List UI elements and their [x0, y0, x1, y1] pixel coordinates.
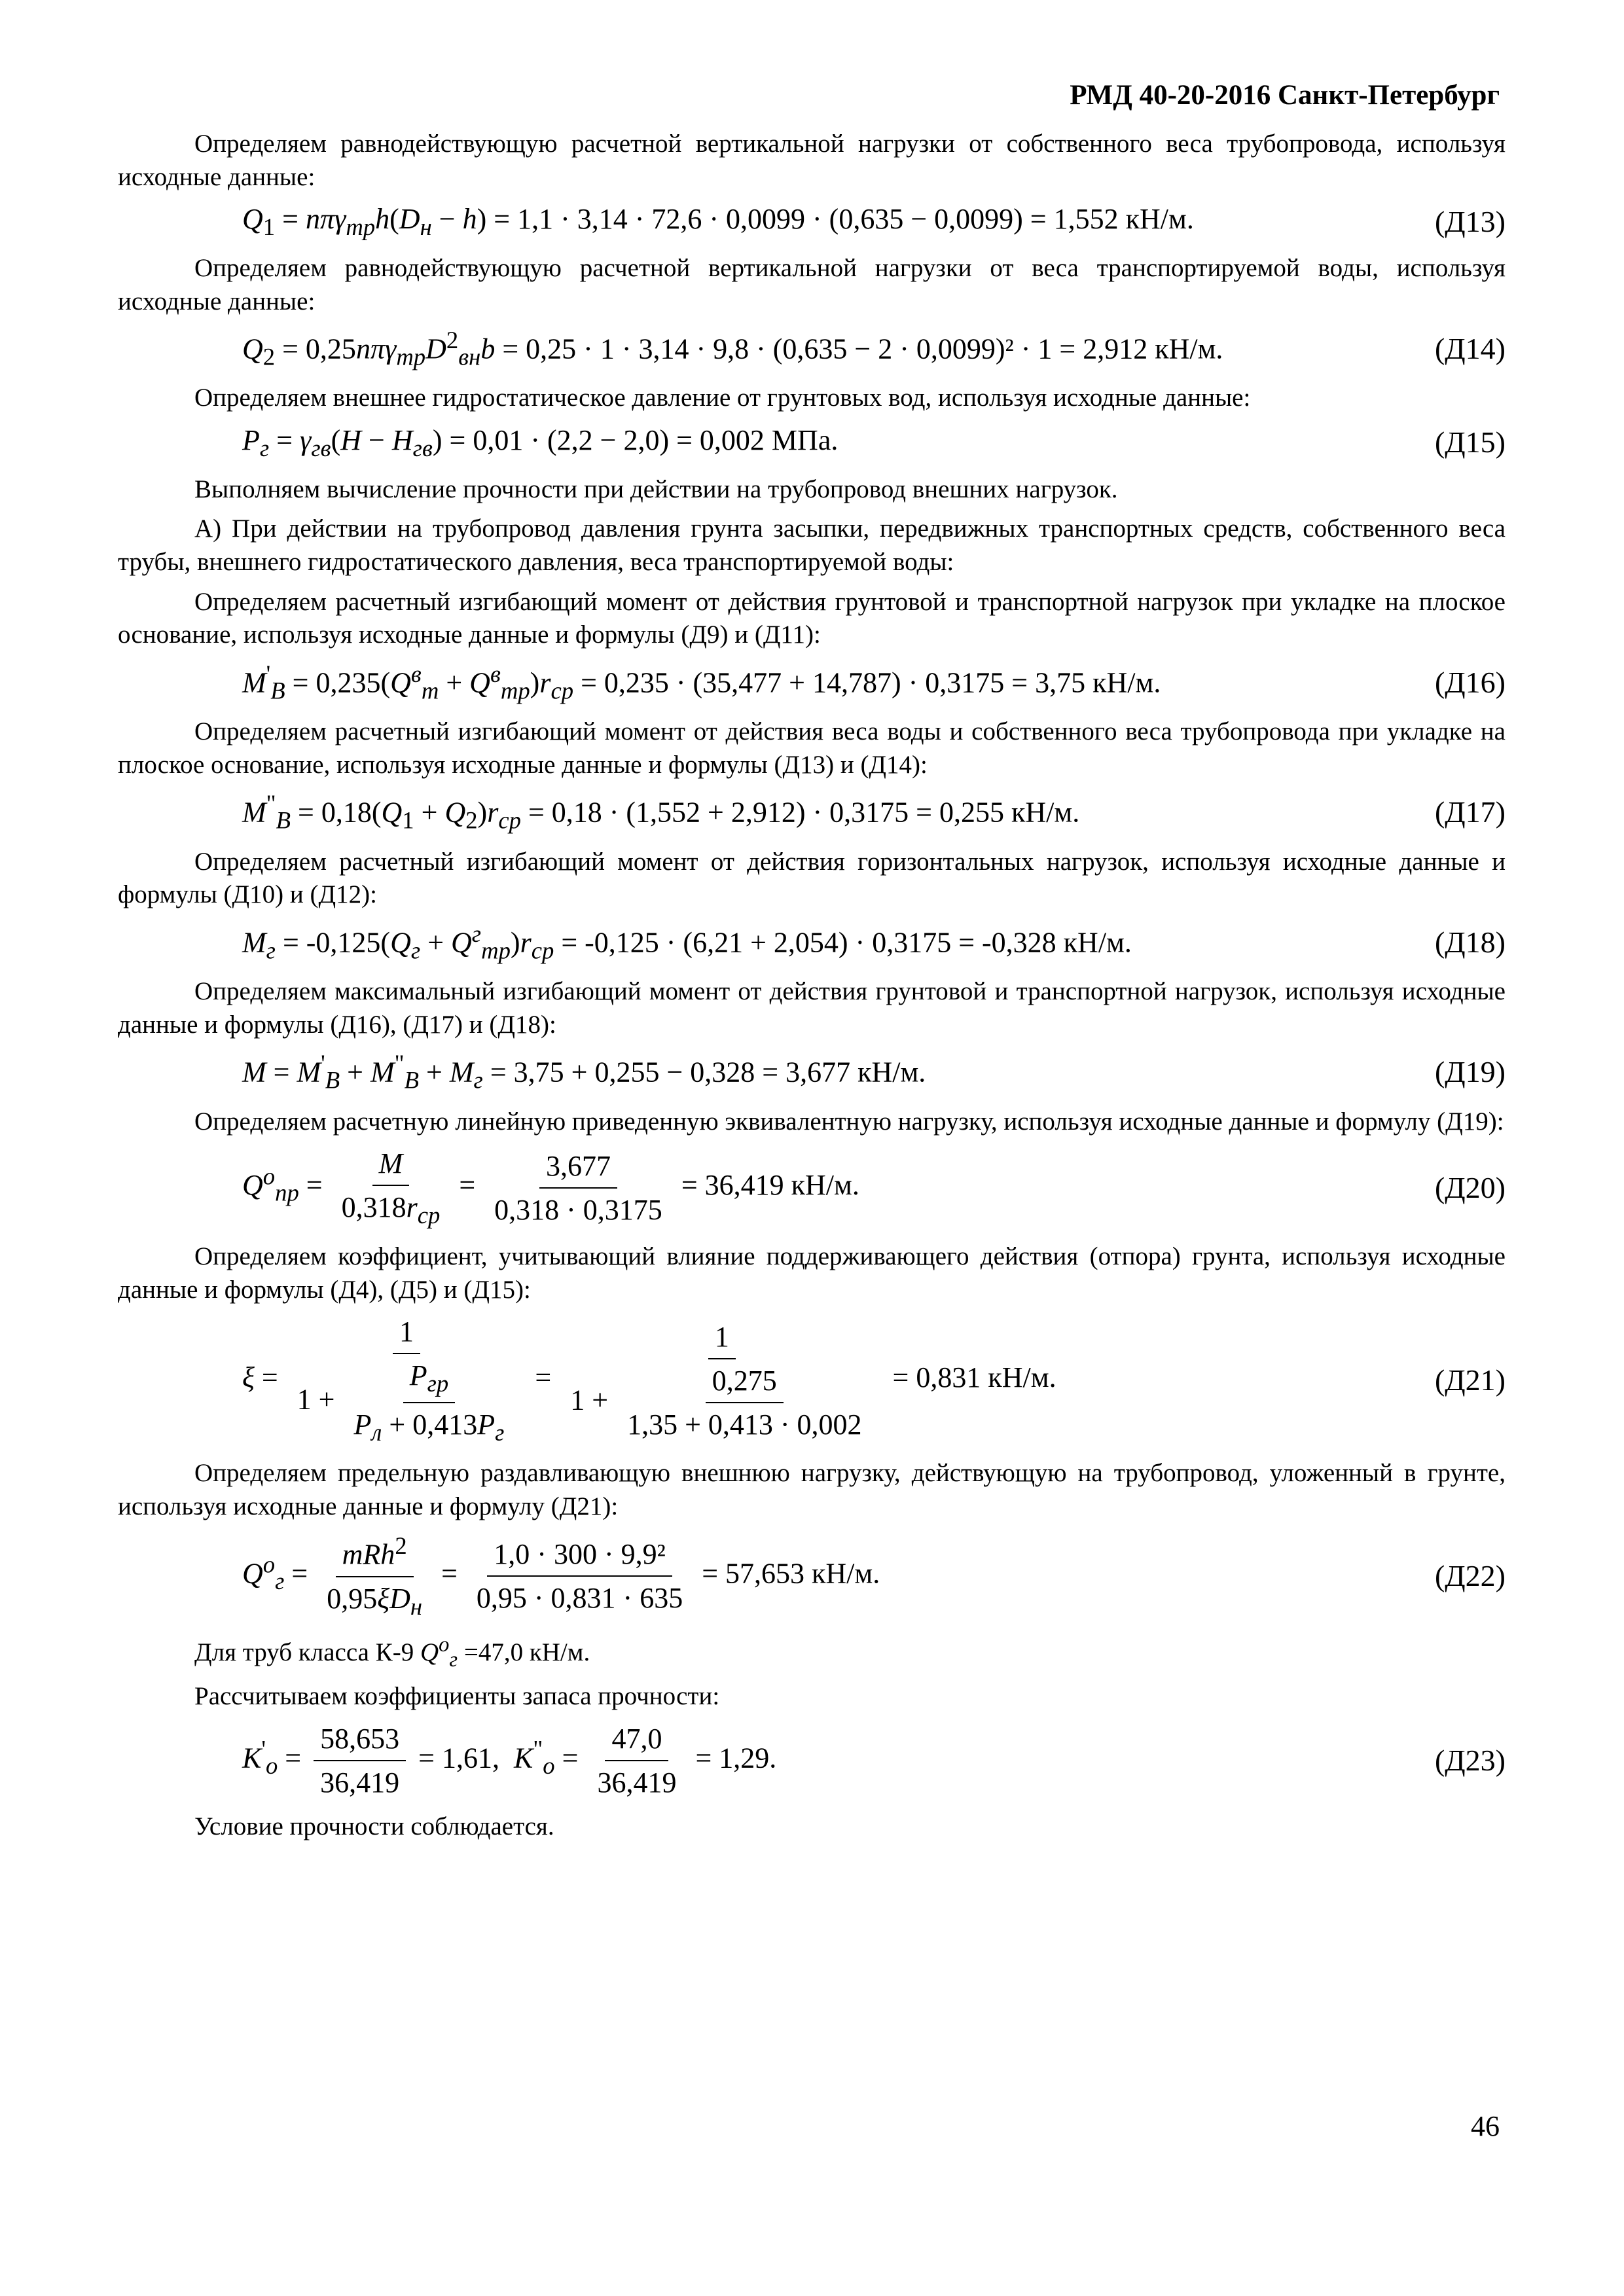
fraction: $\frac{mRh^2}{0,95\xi D_н}$	[320, 1530, 429, 1622]
paragraph: Определяем коэффициент, учитывающий влияние поддерживающего действия (отпора) грунта, используя исходные данные и формулы (Д4), (Д5) и (Д15):	[118, 1242, 1506, 1304]
paragraph: Определяем максимальный изгибающий момент от действия грунтовой и транспортной нагрузок, используя исходные данные и формулы (Д16), (Д17) и (Д18):	[118, 977, 1506, 1039]
paragraph: Выполняем вычисление прочности при действии на трубопровод внешних нагрузок.	[194, 475, 1118, 503]
paragraph: Определяем предельную раздавливающую внешнюю нагрузку, действующую на трубопровод, уложенный в грунте, используя исходные данные и формулу (Д21):	[118, 1459, 1506, 1521]
equation-number: (Д13)	[1434, 204, 1506, 238]
equation-values: = 0,831 кН/м.	[892, 1361, 1056, 1394]
equation-d13	[118, 200, 1506, 242]
paragraph: Определяем расчетный изгибающий момент от действия горизонтальных нагрузок, используя исходные данные и формулы (Д10) и (Д12):	[118, 847, 1506, 909]
equation-number: (Д23)	[1434, 1744, 1506, 1778]
equation-number: (Д14)	[1434, 331, 1506, 365]
equation-d21	[118, 1313, 1506, 1448]
equation-number: (Д16)	[1434, 665, 1506, 699]
fraction: 1 1 + $\frac{0,275}{1,35 + 0,413 \cdot 0,002}$	[564, 1318, 880, 1444]
equation-body: $M = M'_B + M^"_B + M_г = 3,75 + 0,255 - 0,328 = 3,677$ кН/м.	[242, 1050, 926, 1094]
fraction: $\frac{3,677}{0,318 \cdot 0,3175}$	[488, 1147, 669, 1229]
paragraph: Условие прочности соблюдается.	[194, 1812, 554, 1841]
paragraph: Определяем внешнее гидростатическое давление от грунтовых вод, используя исходные данные:	[194, 384, 1251, 412]
equation-values: = 3,75 + 0,255 − 0,328 = 3,677 кН/м.	[482, 1056, 926, 1089]
equation-body: ξ = 1 1 + $\frac{P_{гр}}{P_л + 0,413P_г}$ = 1 1 + $\frac{0,275}{1,35 + 0,413 \cdot 0,002}$ = 0,831 кН/м.	[242, 1313, 1056, 1448]
paragraph: А) При действии на трубопровод давления грунта засыпки, передвижных транспортных средств, собственного веса трубы, внешнего гидростатического давления, веса транспортируемой воды:	[118, 514, 1506, 576]
equation-d22	[118, 1530, 1506, 1622]
equation-number: (Д17)	[1434, 795, 1506, 829]
equation-body: $M_г = -0,125(Q_г + Q^г_{тр})r_{ср} = -0,125 \cdot (6,21 + 2,054) \cdot 0,3175 = -0,328$ кН/м.	[242, 920, 1132, 964]
equation-values: = 0,01 · (2,2 − 2,0) = 0,002 МПа.	[442, 424, 839, 457]
equation-body: $M^"_B = 0,18(Q_1 + Q_2)r_{ср} = 0,18 \cdot (1,552 + 2,912) \cdot 0,3175 = 0,255$ кН/м.	[242, 790, 1080, 834]
page-content	[118, 128, 1506, 1850]
equation-values: = 0,235 · (35,477 + 14,787) · 0,3175 = 3,75 кН/м.	[573, 666, 1161, 699]
equation-d17	[118, 788, 1506, 836]
equation-body: $Q_2 = 0,25n\pi\gamma_{тр}D^2_{вн}b = 0,25 \cdot 1 \cdot 3,14 \cdot 9,8 \cdot (0,635 - 2 \cdot 0,0099)^2 \cdot 1 = 2,912$ кН/м.	[242, 327, 1223, 370]
equation-d14	[118, 325, 1506, 372]
equation-number: (Д22)	[1434, 1559, 1506, 1593]
equation-values: = 0,25 · 1 · 3,14 · 9,8 · (0,635 − 2 · 0,0099)² · 1 = 2,912 кН/м.	[495, 332, 1223, 365]
paragraph: Определяем равнодействующую расчетной вертикальной нагрузки от веса транспортируемой воды, используя исходные данные:	[118, 253, 1506, 315]
equation-values: = 57,653 кН/м.	[702, 1557, 880, 1590]
equation-d15	[118, 422, 1506, 463]
equation-values: = -0,125 · (6,21 + 2,054) · 0,3175 = -0,328 кН/м.	[554, 926, 1132, 959]
paragraph: Определяем расчетный изгибающий момент от действия грунтовой и транспортной нагрузок при укладке на плоское основание, используя исходные данные и формулы (Д9) и (Д11):	[118, 587, 1506, 649]
paragraph: Для труб класса К-9 $Q^o_г =47,0$ кН/м.	[194, 1633, 590, 1672]
equation-body: $Q_1 = n\pi\gamma_{тр}h(D_н - h) = 1,1 \cdot 3,14 \cdot 72,6 \cdot 0,0099 \cdot (0,635 - 0,0099) = 1,552$ кН/м.	[242, 203, 1194, 241]
equation-values: = 36,419 кН/м.	[681, 1169, 859, 1202]
equation-number: (Д19)	[1434, 1055, 1506, 1089]
equation-d20	[118, 1145, 1506, 1231]
equation-body: $Q^o_{пр}$ = $\frac{M}{0,318r_{ср}}$ = $\frac{3,677}{0,318 \cdot 0,3175}$ = 36,419 кН/м.	[242, 1145, 859, 1231]
equation-number: (Д15)	[1434, 425, 1506, 459]
paragraph: Определяем расчетную линейную приведенную эквивалентную нагрузку, используя исходные данные и формулу (Д19):	[194, 1107, 1504, 1136]
equation-body: $P_г = \gamma_{гв}(H - H_{гв}) = 0,01 \cdot (2,2 - 2,0) = 0,002$ МПа.	[242, 424, 839, 461]
paragraph: Определяем равнодействующую расчетной вертикальной нагрузки от собственного веса трубопровода, используя исходные данные:	[118, 130, 1506, 191]
equation-body: $K'_o$ = $\frac{58,653}{36,419}$ = 1,61, $K^"_o$ = $\frac{47,0}{36,419}$ = 1,29.	[242, 1720, 776, 1801]
equation-d18	[118, 918, 1506, 966]
fraction: $\frac{58,653}{36,419}$	[314, 1720, 406, 1801]
equation-body: $Q^o_г$ = $\frac{mRh^2}{0,95\xi D_н}$ = $\frac{\text{1,0 · 300 · 9,9²}}{0,95 \cdot 0,831 \cdot 635}$ = 57,653 кН/м.	[242, 1530, 880, 1622]
equation-values: = 1,1 · 3,14 · 72,6 · 0,0099 · (0,635 − 0,0099) = 1,552 кН/м.	[486, 203, 1194, 236]
equation-number: (Д20)	[1434, 1171, 1506, 1205]
equation-d16	[118, 658, 1506, 706]
equation-d19	[118, 1048, 1506, 1096]
fraction: $\frac{\text{1,0 · 300 · 9,9²}}{0,95 \cdot 0,831 \cdot 635}$	[470, 1535, 689, 1617]
fraction: 1 1 + $\frac{P_{гр}}{P_л + 0,413P_г}$	[291, 1313, 523, 1448]
page-number: 46	[1471, 2110, 1500, 2142]
equation-number: (Д21)	[1434, 1363, 1506, 1397]
equation-body: $M'_B = 0,235(Q^в_т + Q^в_{тр})r_{ср} = 0,235 \cdot (35,477 + 14,787) \cdot 0,3175 = 3,75$ кН/м.	[242, 660, 1161, 704]
paragraph: Определяем расчетный изгибающий момент от действия веса воды и собственного веса трубопровода при укладке на плоское основание, используя исходные данные и формулы (Д13) и (Д14):	[118, 717, 1506, 779]
equation-number: (Д18)	[1434, 925, 1506, 959]
running-header: РМД 40-20-2016 Санкт-Петербург	[1070, 80, 1500, 111]
equation-d23	[118, 1720, 1506, 1801]
equation-values: = 0,18 · (1,552 + 2,912) · 0,3175 = 0,255 кН/м.	[520, 797, 1080, 829]
paragraph: Рассчитываем коэффициенты запаса прочности:	[194, 1682, 720, 1711]
fraction: $\frac{M}{0,318r_{ср}}$	[335, 1145, 447, 1231]
fraction: $\frac{47,0}{36,419}$	[590, 1720, 683, 1801]
